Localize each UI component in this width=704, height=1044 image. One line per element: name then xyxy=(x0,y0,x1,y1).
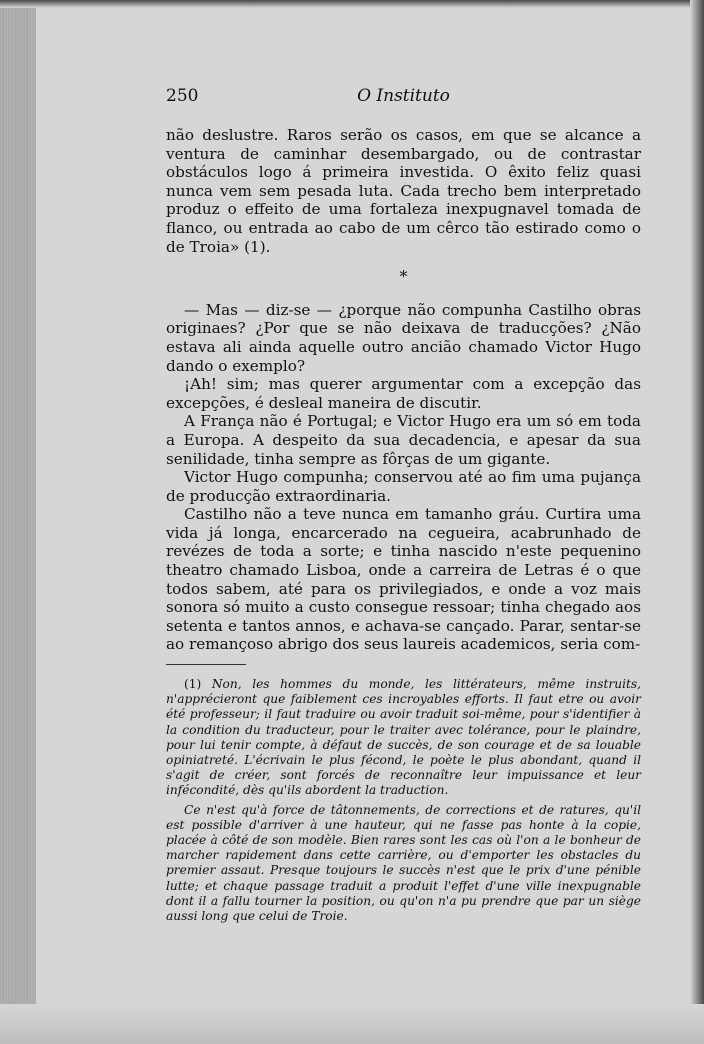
running-title: O Instituto xyxy=(357,86,450,106)
footnote-rule xyxy=(166,664,246,665)
paragraph-2: — Mas — diz-se — ¿porque não compunha Castilho obras originaes? ¿Por que se não deixava de traducções? ¿Não estava ali ainda aquelle outro ancião chamado Victor Hugo dando o exemplo? xyxy=(166,300,641,375)
book-gutter xyxy=(0,0,36,1044)
footnote-marker: (1) xyxy=(184,677,202,692)
page-top-edge xyxy=(0,0,704,8)
section-separator: * xyxy=(399,267,408,287)
footnote-first-text: Non, les hommes du monde, les littérateurs, même instruits, n'apprécieront que faiblement ces incroyables efforts. Il faut etre ou avoir été professeur; il faut traduire ou avoir traduit soi-même, pour s'identifier à la condition du traducteur, pour le traiter avec tolérance, pour le plaindre, pour lui tenir compte, à défaut de succès, de son courage et de sa louable opiniatreté. L'écrivain le plus fécond, le poète le plus abondant, quand il s'agit de créer, sont forcés de reconnaître leur impuissance et leur infécondité, dès qu'ils abordent la traduction. xyxy=(166,677,642,798)
page-number: 250 xyxy=(166,86,199,106)
paragraph-3: ¡Ah! sim; mas querer argumentar com a excepção das excepções, é desleal maneira de discutir. xyxy=(166,375,641,412)
body-text xyxy=(166,126,641,654)
paragraph-4: A França não é Portugal; e Victor Hugo era um só em toda a Europa. A despeito da sua decadencia, e apesar da sua senilidade, tinha sempre as fôrças de um gigante. xyxy=(166,412,641,468)
paragraph-6: Castilho não a teve nunca em tamanho gráu. Curtira uma vida já longa, encarcerado na cegueira, acabrunhado de revézes de toda a sorte; e tinha nascido n'este pequenino theatro chamado Lisboa, onde a carreira de Letras é o que todos sabem, até para os privilegiados, e onde a voz mais sonora só muito a custo consegue ressoar; tinha chegado aos setenta e tantos annos, e achava-se cançado. Parar, sentar-se ao remançoso abrigo dos seus laureis academicos, seria com- xyxy=(166,505,641,654)
footnote-first-paragraph xyxy=(166,677,641,799)
paragraph-5: Victor Hugo compunha; conservou até ao fim uma pujança de producção extraordinaria. xyxy=(166,468,641,505)
footnote-second-paragraph: Ce n'est qu'à force de tâtonnements, de corrections et de ratures, qu'il est possible d'arriver à une hauteur, qui ne fasse pas honte à la copie, placée à côté de son modèle. Bien rares sont les cas où l'on a le bonheur de marcher rapidement dans cette carrière, ou d'emporter les obstacles du premier assaut. Presque toujours le succès n'est que le prix d'une pénible lutte; et chaque passage traduit a produit l'effet d'une ville inexpugnable dont il a fallu tourner la position, ou qu'on n'a pu prendre que par un siège aussi long que celui de Troie. xyxy=(166,802,641,924)
page-right-edge xyxy=(690,0,704,1044)
page-bottom-edge xyxy=(0,1004,704,1044)
page-header xyxy=(166,86,641,112)
page-content xyxy=(166,86,641,924)
footnote xyxy=(166,677,641,924)
paragraph-1: não deslustre. Raros serão os casos, em que se alcance a ventura de caminhar desembargado, ou de contrastar obstáculos logo á primeira investida. O êxito feliz quasi nunca vem sem pesada luta. Cada trecho bem interpretado produz o effeito de uma fortaleza inexpugnavel tomada de flanco, ou entrada ao cabo de um cêrco tão estirado como o de Troia» (1). xyxy=(166,126,641,256)
